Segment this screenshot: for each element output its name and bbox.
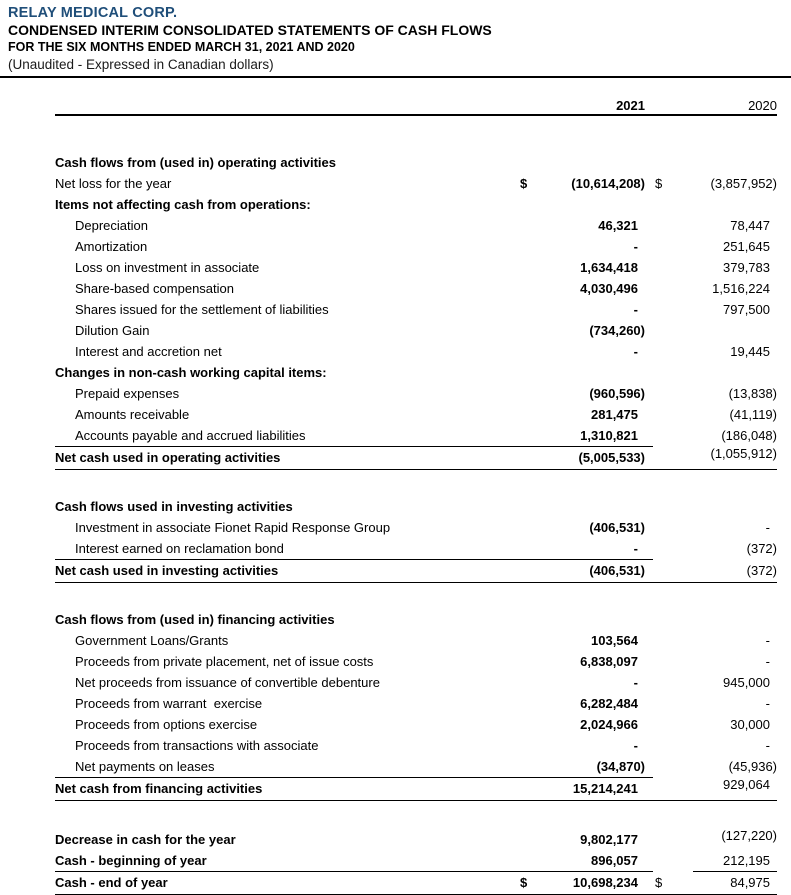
row-label: Accounts payable and accrued liabilities [75, 428, 306, 443]
value-2020: 212,195 [723, 853, 770, 868]
total-row [55, 871, 777, 895]
line-item-row [55, 672, 777, 693]
currency-symbol-2020: $ [655, 875, 663, 890]
section-heading: Cash flows from (used in) financing activities [55, 612, 335, 627]
value-2021: 281,475 [591, 407, 638, 422]
value-2020: - [765, 696, 770, 711]
value-2020: - [765, 520, 770, 535]
row-label: Government Loans/Grants [75, 633, 229, 648]
row-label: Prepaid expenses [75, 386, 180, 401]
row-label: Interest and accretion net [75, 344, 222, 359]
value-2020: 78,447 [730, 218, 770, 233]
unaudited-note: (Unaudited - Expressed in Canadian dollars) [8, 57, 274, 72]
line-item-row [55, 630, 777, 651]
value-2020: 30,000 [730, 717, 770, 732]
line-item-row [55, 173, 777, 194]
value-2021: (5,005,533) [578, 450, 645, 465]
line-item-row [55, 236, 777, 257]
total-row [55, 446, 777, 470]
column-header-row [55, 93, 777, 116]
row-label: Proceeds from warrant exercise [75, 696, 263, 711]
value-2020: (3,857,952) [710, 176, 777, 191]
value-2021: 1,310,821 [580, 428, 638, 443]
value-2020: - [765, 633, 770, 648]
value-2020: (127,220) [721, 828, 777, 843]
line-item-row [55, 735, 777, 756]
statement-period: FOR THE SIX MONTHS ENDED MARCH 31, 2021 AND 2020 [8, 40, 355, 54]
value-2021: (734,260) [589, 323, 645, 338]
column-header-2020: 2020 [748, 98, 777, 113]
statement-sections [55, 152, 777, 895]
section-heading-row [55, 362, 777, 383]
value-2020: 929,064 [723, 777, 770, 792]
value-2021: 896,057 [591, 853, 638, 868]
section-heading-row [55, 496, 777, 517]
value-2021: (406,531) [589, 520, 645, 535]
value-2021: 1,634,418 [580, 260, 638, 275]
value-2020: 251,645 [723, 239, 770, 254]
value-2020: 19,445 [730, 344, 770, 359]
value-2021: - [633, 302, 638, 317]
line-item-row [55, 829, 777, 850]
line-item-row [55, 341, 777, 362]
value-2021: - [633, 239, 638, 254]
row-label: Loss on investment in associate [75, 260, 260, 275]
statement-title: CONDENSED INTERIM CONSOLIDATED STATEMENTS OF CASH FLOWS [8, 22, 492, 38]
row-label: Interest earned on reclamation bond [75, 541, 284, 556]
value-2021: 4,030,496 [580, 281, 638, 296]
row-label: Proceeds from options exercise [75, 717, 258, 732]
document-header [0, 0, 791, 73]
value-2021: - [633, 541, 638, 556]
line-item-row [55, 320, 777, 341]
row-label: Investment in associate Fionet Rapid Response Group [75, 520, 391, 535]
row-label: Net proceeds from issuance of convertible debenture [75, 675, 380, 690]
section-heading-row [55, 194, 777, 215]
currency-symbol-2020: $ [655, 176, 663, 191]
value-2021: 15,214,241 [572, 781, 638, 796]
value-2021: - [633, 675, 638, 690]
row-label: Depreciation [75, 218, 148, 233]
line-item-row [55, 425, 777, 446]
value-2020: 84,975 [730, 875, 770, 890]
statement-section [55, 152, 777, 470]
section-heading: Items not affecting cash from operations: [55, 197, 311, 212]
statement-section [55, 496, 777, 583]
total-row [55, 777, 777, 801]
line-item-row [55, 517, 777, 538]
row-label: Shares issued for the settlement of liabilities [75, 302, 329, 317]
header-divider [0, 76, 791, 78]
total-row [55, 559, 777, 583]
value-2021: (10,614,208) [571, 176, 645, 191]
value-2020: 1,516,224 [712, 281, 770, 296]
value-2020: (186,048) [721, 428, 777, 443]
value-2021: 6,282,484 [580, 696, 638, 711]
value-2021: - [633, 344, 638, 359]
line-item-row [55, 404, 777, 425]
row-label: Amounts receivable [75, 407, 190, 422]
line-item-row [55, 215, 777, 236]
line-item-row [55, 850, 777, 871]
value-2020: 379,783 [723, 260, 770, 275]
statement-section [55, 829, 777, 895]
row-label: Net cash from financing activities [55, 781, 263, 796]
line-item-row [55, 299, 777, 320]
row-label: Amortization [75, 239, 148, 254]
row-label: Net loss for the year [55, 176, 172, 191]
statement-table [55, 93, 777, 895]
line-item-row [55, 756, 777, 777]
row-label: Dilution Gain [75, 323, 150, 338]
value-2021: (406,531) [589, 563, 645, 578]
value-2020: (372) [746, 563, 777, 578]
row-label: Net payments on leases [75, 759, 215, 774]
value-2021: 10,698,234 [572, 875, 638, 890]
value-2021: (34,870) [596, 759, 645, 774]
value-2021: 2,024,966 [580, 717, 638, 732]
value-2021: 9,802,177 [580, 832, 638, 847]
value-2020: (13,838) [728, 386, 777, 401]
line-item-row [55, 383, 777, 404]
value-2020: (1,055,912) [710, 446, 777, 461]
currency-symbol-2021: $ [520, 176, 528, 191]
line-item-row [55, 693, 777, 714]
row-label: Proceeds from private placement, net of issue costs [75, 654, 374, 669]
section-heading-row [55, 609, 777, 630]
value-2020: - [765, 738, 770, 753]
value-2021: 103,564 [591, 633, 638, 648]
row-label: Share-based compensation [75, 281, 234, 296]
section-heading-row [55, 152, 777, 173]
row-label: Decrease in cash for the year [55, 832, 236, 847]
value-2021: (960,596) [589, 386, 645, 401]
statement-section [55, 609, 777, 801]
row-label: Cash - end of year [55, 875, 168, 890]
value-2020: (41,119) [729, 407, 777, 422]
value-2020: (372) [746, 541, 777, 556]
row-label: Proceeds from transactions with associate [75, 738, 319, 753]
line-item-row [55, 714, 777, 735]
line-item-row [55, 257, 777, 278]
value-2021: 6,838,097 [580, 654, 638, 669]
section-heading: Cash flows used in investing activities [55, 499, 293, 514]
company-name: RELAY MEDICAL CORP. [8, 5, 178, 21]
section-heading: Cash flows from (used in) operating activities [55, 155, 336, 170]
value-2021: 46,321 [598, 218, 638, 233]
currency-symbol-2021: $ [520, 875, 528, 890]
line-item-row [55, 278, 777, 299]
row-label: Net cash used in investing activities [55, 563, 279, 578]
value-2020: (45,936) [728, 759, 777, 774]
row-label: Cash - beginning of year [55, 853, 207, 868]
value-2021: - [633, 738, 638, 753]
row-label: Net cash used in operating activities [55, 450, 281, 465]
value-2020: 797,500 [723, 302, 770, 317]
column-header-2021: 2021 [616, 98, 645, 113]
value-2020: - [765, 654, 770, 669]
section-heading: Changes in non-cash working capital items: [55, 365, 327, 380]
line-item-row [55, 651, 777, 672]
line-item-row [55, 538, 777, 559]
value-2020: 945,000 [723, 675, 770, 690]
